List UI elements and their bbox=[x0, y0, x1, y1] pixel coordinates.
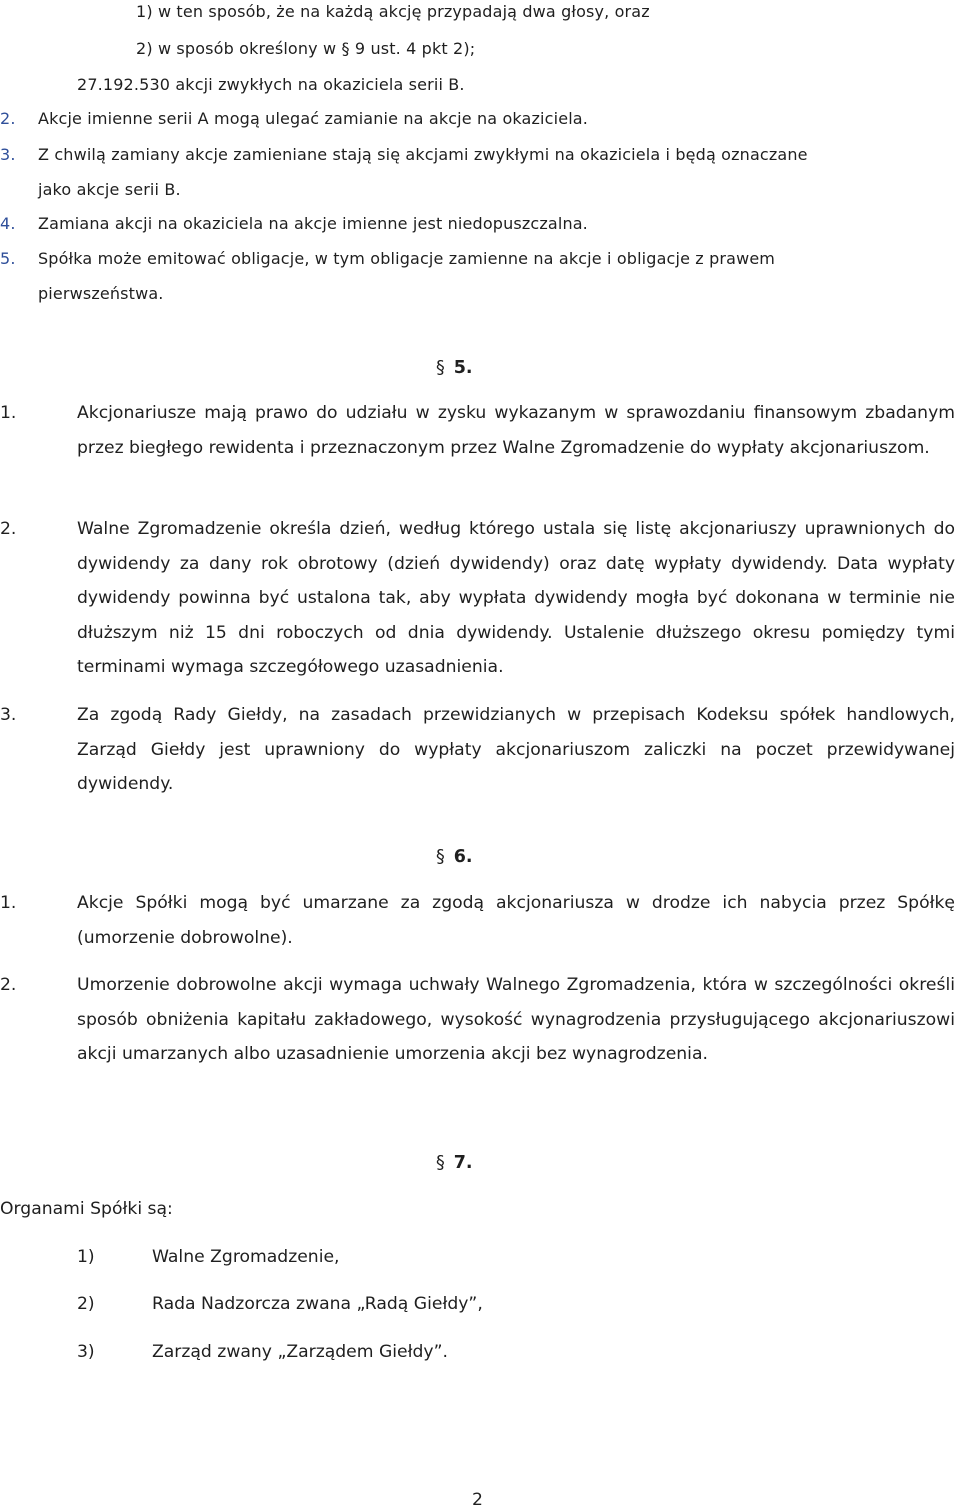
item-number: 2) bbox=[77, 1294, 95, 1314]
s5-item-1-number: 1. bbox=[0, 403, 17, 423]
item-number: 2. bbox=[0, 109, 16, 128]
section-symbol: § bbox=[436, 1153, 445, 1173]
item-text: Walne Zgromadzenie, bbox=[152, 1247, 340, 1267]
item-number: 5. bbox=[0, 249, 16, 268]
item-text: Spółka może emitować obligacje, w tym obligacje zamienne na akcje i obligacje z prawem bbox=[38, 249, 776, 268]
item-text: Rada Nadzorcza zwana „Radą Giełdy”, bbox=[152, 1294, 483, 1314]
organs-intro: Organami Spółki są: bbox=[0, 1199, 173, 1219]
item-number: 1) bbox=[77, 1247, 95, 1267]
item-text: Zamiana akcji na okaziciela na akcje imienne jest niedopuszczalna. bbox=[38, 214, 588, 233]
article-item-5-cont: pierwszeństwa. bbox=[38, 284, 164, 303]
item-number: 4. bbox=[0, 214, 16, 233]
section-7-heading bbox=[436, 1151, 473, 1175]
section-6-heading bbox=[436, 845, 473, 869]
section-symbol: § bbox=[436, 847, 445, 867]
item-text: Akcje imienne serii A mogą ulegać zamianie na akcje na okaziciela. bbox=[38, 109, 588, 128]
section-number: 7. bbox=[453, 1153, 473, 1173]
item-text: Z chwilą zamiany akcje zamieniane stają się akcjami zwykłymi na okaziciela i będą oznaczane bbox=[38, 145, 808, 164]
s5-item-2-text: Walne Zgromadzenie określa dzień, według którego ustala się listę akcjonariuszy uprawnionych do dywidendy za dany rok obrotowy (dzień dywidendy) oraz datę wypłaty dywidendy. Data wypłaty dywidendy powinna być ustalona tak, aby wypłata dywidendy mogła być dokonana w terminie nie dłuższym niż 15 dni roboczych od dnia dywidendy. Ustalenie dłuższego okresu pomiędzy tymi terminami wymaga szczegółowego uzasadnienia. bbox=[77, 519, 955, 677]
item-number: 3. bbox=[0, 145, 16, 164]
share-count-line: 27.192.530 akcji zwykłych na okaziciela serii B. bbox=[77, 75, 465, 94]
s6-item-2-text: Umorzenie dobrowolne akcji wymaga uchwały Walnego Zgromadzenia, która w szczególności określi sposób obniżenia kapitału zakładowego, wysokość wynagrodzenia przysługującego akcjonariuszowi akcji umarzanych albo uzasadnienie umorzenia akcji bez wynagrodzenia. bbox=[77, 975, 955, 1064]
s6-item-1-text: Akcje Spółki mogą być umarzane za zgodą akcjonariusza w drodze ich nabycia przez Spółkę (umorzenie dobrowolne). bbox=[77, 893, 955, 948]
section-symbol: § bbox=[436, 358, 445, 378]
item-number: 3) bbox=[77, 1342, 95, 1362]
s5-item-2-number: 2. bbox=[0, 519, 17, 539]
section-number: 5. bbox=[453, 358, 473, 378]
sub-item-2: 2) w sposób określony w § 9 ust. 4 pkt 2); bbox=[136, 39, 476, 58]
sub-item-1: 1) w ten sposób, że na każdą akcję przypadają dwa głosy, oraz bbox=[136, 2, 650, 21]
s5-item-3-number: 3. bbox=[0, 705, 17, 725]
item-text: Zarząd zwany „Zarządem Giełdy”. bbox=[152, 1342, 448, 1362]
section-5-heading bbox=[436, 356, 473, 380]
section-number: 6. bbox=[453, 847, 473, 867]
s6-item-1-number: 1. bbox=[0, 893, 17, 913]
s5-item-1-text: Akcjonariusze mają prawo do udziału w zysku wykazanym w sprawozdaniu finansowym zbadanym przez biegłego rewidenta i przeznaczonym przez Walne Zgromadzenie do wypłaty akcjonariuszom. bbox=[77, 403, 955, 458]
s6-item-2-number: 2. bbox=[0, 975, 17, 995]
page-number: 2 bbox=[472, 1490, 483, 1510]
s5-item-3-text: Za zgodą Rady Giełdy, na zasadach przewidzianych w przepisach Kodeksu spółek handlowych, Zarząd Giełdy jest uprawniony do wypłaty akcjonariuszom zaliczki na poczet przewidywanej dywidendy. bbox=[77, 705, 955, 794]
article-item-3-cont: jako akcje serii B. bbox=[38, 180, 181, 199]
